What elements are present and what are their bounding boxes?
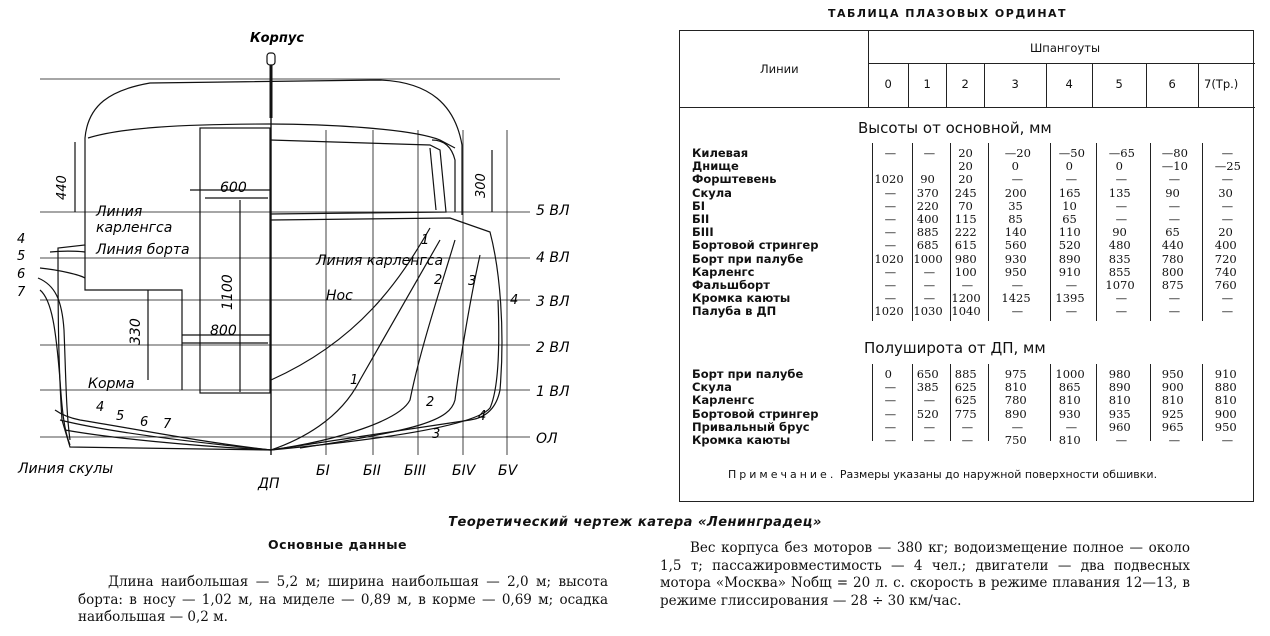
frame-header: 0: [884, 77, 892, 91]
row-value: —: [1011, 172, 1024, 187]
row-name: Килевая: [692, 146, 749, 160]
body-column-divider: [912, 364, 913, 441]
row-name: Кромка каюты: [692, 433, 791, 447]
station-left-7: 7: [17, 285, 26, 300]
station-right-2: 2: [426, 395, 435, 410]
table-row: [680, 173, 1255, 186]
row-value: —: [1065, 172, 1078, 187]
row-value: 90: [920, 172, 935, 187]
section-widths: Полуширота от ДП, мм: [864, 339, 1046, 357]
body-column-divider: [988, 143, 989, 321]
row-value: 615: [954, 238, 977, 253]
row-name: Борт при палубе: [692, 367, 804, 381]
row-value: —: [1115, 212, 1128, 226]
body-plan-drawing: [0, 0, 675, 500]
row-name: Форштевень: [692, 172, 777, 187]
table-row: [680, 408, 1255, 421]
row-value: —: [1065, 278, 1078, 292]
row-value: 925: [1161, 406, 1184, 421]
row-value: 140: [1004, 225, 1027, 240]
waterline-3: 3 ВЛ: [536, 294, 570, 310]
row-value: 750: [1004, 433, 1027, 447]
row-value: —: [884, 212, 897, 226]
row-value: 400: [916, 212, 939, 226]
row-value: 20: [958, 159, 973, 174]
body-column-divider: [872, 143, 873, 321]
label-korma: Корма: [88, 376, 135, 392]
row-value: —: [1221, 212, 1234, 226]
dim-800: 800: [210, 323, 237, 339]
section-heights: Высоты от основной, мм: [858, 119, 1052, 137]
column-divider: [908, 63, 909, 107]
body-column-divider: [1050, 364, 1051, 441]
row-value: —: [1221, 433, 1234, 447]
row-value: —: [1011, 419, 1024, 434]
row-value: 780: [1004, 393, 1027, 408]
row-value: 950: [1214, 419, 1237, 434]
column-divider: [1046, 63, 1047, 107]
row-value: 90: [1112, 225, 1127, 240]
body-column-divider: [950, 364, 951, 441]
row-value: —: [884, 393, 897, 408]
row-value: 760: [1214, 278, 1237, 292]
row-value: —: [1115, 304, 1128, 319]
row-value: 165: [1058, 185, 1081, 200]
row-value: —: [1011, 278, 1024, 292]
table-row: [680, 292, 1255, 305]
label-bort: Линия борта: [96, 242, 190, 258]
main-data-heading: Основные данные: [268, 537, 408, 552]
station-bottom-6: 6: [140, 415, 149, 430]
row-value: 775: [954, 406, 977, 421]
row-value: —20: [1004, 146, 1031, 160]
waterline-5: 5 ВЛ: [536, 203, 570, 219]
ordinates-table: [679, 30, 1254, 502]
row-value: 930: [1058, 406, 1081, 421]
table-row: [680, 226, 1255, 239]
row-value: —: [1168, 433, 1181, 447]
body-column-divider: [1202, 364, 1203, 441]
station-left-4: 4: [17, 232, 26, 247]
window-frame: [270, 140, 446, 214]
row-value: 0: [884, 367, 892, 381]
frame-header: 2: [961, 77, 969, 91]
station-right-1: 1: [350, 373, 359, 388]
row-value: 480: [1108, 238, 1131, 253]
row-value: 245: [954, 185, 977, 200]
row-value: —25: [1214, 159, 1241, 174]
row-value: —: [961, 433, 974, 447]
row-value: 900: [1161, 380, 1184, 395]
row-value: 370: [916, 185, 939, 200]
row-value: 20: [958, 146, 973, 160]
row-value: 20: [958, 172, 973, 187]
table-row: [680, 421, 1255, 434]
row-value: 810: [1214, 393, 1237, 408]
body-column-divider: [1096, 364, 1097, 441]
row-value: 20: [1218, 225, 1233, 240]
row-value: 65: [1165, 225, 1180, 240]
row-value: 65: [1062, 212, 1077, 226]
row-value: —: [1065, 419, 1078, 434]
column-divider: [1198, 63, 1199, 107]
row-value: 110: [1058, 225, 1081, 240]
row-value: —: [884, 278, 897, 292]
row-value: —10: [1161, 159, 1188, 174]
frame-header: 5: [1115, 77, 1123, 91]
row-value: —: [923, 278, 936, 292]
row-name: Карленгс: [692, 393, 755, 408]
row-value: 810: [1058, 393, 1081, 408]
row-value: 835: [1108, 251, 1131, 266]
frame-header: 1: [923, 77, 931, 91]
row-value: 900: [1214, 406, 1237, 421]
row-value: 810: [1108, 393, 1131, 408]
row-value: 222: [954, 225, 977, 240]
body-column-divider: [1150, 364, 1151, 441]
buttock-1: БI: [316, 463, 330, 479]
buttock-5: БV: [498, 463, 518, 479]
row-value: 625: [954, 393, 977, 408]
row-value: —: [1115, 291, 1128, 306]
row-value: 440: [1161, 238, 1184, 253]
row-value: —: [884, 225, 897, 240]
body-column-divider: [1202, 143, 1203, 321]
row-value: —: [884, 198, 897, 213]
row-value: 1020: [874, 172, 904, 187]
column-divider: [984, 63, 985, 107]
row-value: 935: [1108, 406, 1131, 421]
inner-cabin-box: [200, 128, 270, 393]
dim-1100: 1100: [220, 274, 236, 310]
label-karlengs-left-1: Линия: [96, 204, 143, 220]
row-value: 30: [1218, 185, 1233, 200]
row-value: —: [884, 291, 897, 306]
table-row: [680, 381, 1255, 394]
row-value: —: [961, 278, 974, 292]
row-value: —: [1168, 291, 1181, 306]
table-row: [680, 239, 1255, 252]
row-value: 135: [1108, 185, 1131, 200]
row-value: —: [961, 419, 974, 434]
row-name: Борт при палубе: [692, 251, 804, 266]
row-value: 810: [1161, 393, 1184, 408]
row-value: 1000: [913, 251, 943, 266]
station-left-6: 6: [17, 267, 26, 282]
row-value: 10: [1062, 198, 1077, 213]
row-value: 910: [1214, 367, 1237, 381]
row-value: 385: [916, 380, 939, 395]
row-value: —: [923, 433, 936, 447]
row-value: —: [1168, 172, 1181, 187]
table-row: [680, 368, 1255, 381]
row-value: —: [1115, 172, 1128, 187]
row-value: —: [1221, 172, 1234, 187]
row-value: 1020: [874, 251, 904, 266]
table-row: [680, 187, 1255, 200]
row-value: 855: [1108, 264, 1131, 279]
row-name: Бортовой стрингер: [692, 238, 819, 253]
body-column-divider: [950, 143, 951, 321]
row-value: —: [923, 264, 936, 279]
row-value: —: [884, 264, 897, 279]
table-row: [680, 160, 1255, 173]
row-name: Бортовой стрингер: [692, 406, 819, 421]
row-value: —: [923, 146, 936, 160]
frame-header: 7(Тр.): [1204, 77, 1239, 91]
row-name: БI: [692, 198, 706, 213]
row-value: —: [884, 380, 897, 395]
waterline-4: 4 ВЛ: [536, 250, 570, 266]
row-value: 1395: [1055, 291, 1085, 306]
table-note: [728, 468, 1238, 481]
body-column-divider: [1096, 143, 1097, 321]
row-value: 220: [916, 198, 939, 213]
row-value: 400: [1214, 238, 1237, 253]
station-right-4: 4: [478, 409, 487, 424]
station-bottom-5: 5: [116, 409, 125, 424]
row-name: Скула: [692, 185, 732, 200]
station-bottom-7: 7: [163, 417, 172, 432]
row-value: 910: [1058, 264, 1081, 279]
row-name: БIII: [692, 225, 714, 240]
row-value: 965: [1161, 419, 1184, 434]
station-right-2b: 2: [434, 273, 443, 288]
row-value: 100: [954, 264, 977, 279]
row-value: 930: [1004, 251, 1027, 266]
body-column-divider: [1050, 143, 1051, 321]
waterline-2: 2 ВЛ: [536, 340, 570, 356]
row-value: —: [884, 185, 897, 200]
row-name: Фальшборт: [692, 278, 770, 292]
body-column-divider: [872, 364, 873, 441]
row-value: 875: [1161, 278, 1184, 292]
row-value: —: [884, 146, 897, 160]
row-value: 885: [916, 225, 939, 240]
label-skula: Линия скулы: [18, 461, 114, 477]
row-value: 90: [1165, 185, 1180, 200]
row-value: 980: [1108, 367, 1131, 381]
row-value: 890: [1058, 251, 1081, 266]
body-column-divider: [988, 364, 989, 441]
row-name: Карленгс: [692, 264, 755, 279]
row-value: 865: [1058, 380, 1081, 395]
table-row: [680, 305, 1255, 318]
window-frame-inner: [430, 148, 436, 210]
row-value: 35: [1008, 198, 1023, 213]
row-value: 1030: [913, 304, 943, 319]
row-value: 720: [1214, 251, 1237, 266]
waterline-0: ОЛ: [536, 431, 558, 447]
row-value: —: [884, 419, 897, 434]
row-value: —: [1168, 212, 1181, 226]
station-bottom-4: 4: [96, 400, 105, 415]
buttock-2: БII: [363, 463, 381, 479]
frame-header: 3: [1011, 77, 1019, 91]
row-value: —: [1221, 146, 1234, 160]
row-value: —: [1168, 198, 1181, 213]
table-row: [680, 434, 1255, 447]
column-divider: [1092, 63, 1093, 107]
row-value: 880: [1214, 380, 1237, 395]
note-text: Размеры указаны до наружной поверхности обшивки.: [839, 468, 1158, 481]
row-value: —: [923, 393, 936, 408]
row-value: —: [1221, 304, 1234, 319]
row-value: —80: [1161, 146, 1188, 160]
figure-caption: Теоретический чертеж катера «Ленинградец»: [448, 515, 822, 530]
dim-300: 300: [474, 173, 489, 198]
table-row: [680, 279, 1255, 292]
row-value: 980: [954, 251, 977, 266]
row-value: 975: [1004, 367, 1027, 381]
row-value: 960: [1108, 419, 1131, 434]
label-nos: Нос: [326, 288, 353, 304]
row-name: Днище: [692, 159, 739, 174]
station-right-4b: 4: [510, 293, 519, 308]
dim-600: 600: [220, 180, 247, 196]
row-value: 650: [916, 367, 939, 381]
cabin-roof-line: [85, 80, 462, 145]
station-right-3b: 3: [468, 274, 477, 289]
main-data-right-paragraph: Вес корпуса без моторов — 380 кг; водоизмещение полное — около 1,5 т; пассажировместимость — 4 чел.; двигатели — два подвесных мотора «Москва» Nобщ = 20 л. с. скорость в режиме плавания 12—13, в режиме глиссирования — 28 ÷ 30 км/час.: [660, 540, 1190, 609]
row-value: —: [1115, 433, 1128, 447]
row-value: 950: [1004, 264, 1027, 279]
row-value: 740: [1214, 264, 1237, 279]
row-value: 810: [1058, 433, 1081, 447]
row-value: 70: [958, 198, 973, 213]
station-right-3: 3: [432, 427, 441, 442]
row-value: 890: [1108, 380, 1131, 395]
row-value: —50: [1058, 146, 1085, 160]
row-value: 0: [1115, 159, 1123, 174]
label-karlengs-right: Линия карленгса: [316, 253, 444, 269]
row-value: —: [884, 238, 897, 253]
row-value: —: [1065, 304, 1078, 319]
row-value: 890: [1004, 406, 1027, 421]
row-value: 115: [954, 212, 977, 226]
row-value: 685: [916, 238, 939, 253]
row-value: 810: [1004, 380, 1027, 395]
row-value: —: [923, 291, 936, 306]
buttock-3: БIII: [404, 463, 426, 479]
row-value: 1200: [951, 291, 981, 306]
header-lines: Линии: [760, 62, 799, 76]
row-name: Палуба в ДП: [692, 304, 777, 319]
row-value: 0: [1065, 159, 1073, 174]
row-value: 1000: [1055, 367, 1085, 381]
row-value: 0: [1011, 159, 1019, 174]
frame-header: 6: [1168, 77, 1176, 91]
table-row: [680, 253, 1255, 266]
waterline-1: 1 ВЛ: [536, 384, 570, 400]
row-value: —65: [1108, 146, 1135, 160]
station-left-5: 5: [17, 249, 26, 264]
row-value: 1070: [1105, 278, 1135, 292]
label-dp: ДП: [258, 476, 280, 492]
row-value: 1425: [1001, 291, 1031, 306]
row-value: 200: [1004, 185, 1027, 200]
row-name: Привальный брус: [692, 419, 810, 434]
table-row: [680, 213, 1255, 226]
dim-440: 440: [55, 175, 70, 200]
dim-330: 330: [128, 318, 144, 345]
drawing-title: Корпус: [250, 31, 305, 46]
table-row: [680, 147, 1255, 160]
label-karlengs-left-2: карленгса: [96, 220, 173, 236]
buttock-4: БIV: [452, 463, 476, 479]
body-column-divider: [1150, 143, 1151, 321]
row-value: 625: [954, 380, 977, 395]
row-value: —: [1221, 291, 1234, 306]
row-name: Скула: [692, 380, 732, 395]
row-value: —: [884, 433, 897, 447]
body-column-divider: [912, 143, 913, 321]
row-value: 885: [954, 367, 977, 381]
row-value: 800: [1161, 264, 1184, 279]
row-value: 520: [916, 406, 939, 421]
header-frames: Шпангоуты: [1030, 41, 1101, 55]
row-value: 1040: [951, 304, 981, 319]
row-name: БII: [692, 212, 710, 226]
row-name: Кромка каюты: [692, 291, 791, 306]
row-value: 560: [1004, 238, 1027, 253]
row-value: —: [1221, 198, 1234, 213]
column-divider: [1146, 63, 1147, 107]
table-row: [680, 394, 1255, 407]
row-value: 780: [1161, 251, 1184, 266]
table-row: [680, 266, 1255, 279]
frame-header: 4: [1065, 77, 1073, 91]
table-title: ТАБЛИЦА ПЛАЗОВЫХ ОРДИНАТ: [828, 7, 1068, 20]
row-value: —: [1115, 198, 1128, 213]
row-value: 520: [1058, 238, 1081, 253]
row-value: —: [1011, 304, 1024, 319]
main-data-left-paragraph: Длина наибольшая — 5,2 м; ширина наибольшая — 2,0 м; высота борта: в носу — 1,02 м, на миделе — 0,89 м, в корме — 0,69 м; осадка наибольшая — 0,2 м.: [78, 574, 608, 625]
row-value: —: [1168, 304, 1181, 319]
mast-cap: [267, 53, 275, 65]
row-value: 1020: [874, 304, 904, 319]
table-row: [680, 200, 1255, 213]
row-value: —: [923, 419, 936, 434]
column-divider: [946, 63, 947, 107]
station-right-1b: 1: [421, 233, 430, 248]
note-label: Примечание.: [728, 468, 837, 481]
row-value: 85: [1008, 212, 1023, 226]
row-value: 950: [1161, 367, 1184, 381]
row-value: —: [884, 406, 897, 421]
